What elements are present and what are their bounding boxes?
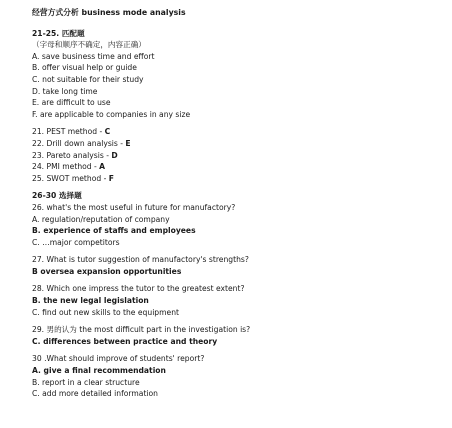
question-27 [32, 254, 452, 277]
option-d: D. take long time [32, 86, 98, 96]
answer-question: 22. Drill down analysis - [32, 138, 126, 148]
answer-question: 21. PEST method - [32, 127, 105, 137]
question-text: 29. 男的认为 the most difficult part in the investigation is? [32, 325, 251, 335]
question-answer: C. differences between practice and theory [32, 336, 218, 346]
answer-question: 23. Pareto analysis - [32, 150, 112, 160]
question-30 [32, 353, 452, 399]
question-text: 28. Which one impress the tutor to the greatest extent? [32, 284, 245, 294]
answer-letter: F [108, 173, 114, 183]
question-answer: B. the new legal legislation [32, 296, 149, 306]
answer-question: 25. SWOT method - [32, 173, 109, 183]
option-a: A. save business time and effort [32, 51, 155, 61]
option-e: E. are difficult to use [32, 98, 111, 108]
matching-options [32, 51, 452, 121]
question-option: C. …major competitors [32, 237, 120, 247]
option-f: F. are applicable to companies in any size [32, 109, 191, 119]
answer-24 [32, 161, 452, 173]
answer-21 [32, 126, 452, 138]
answer-25 [32, 173, 452, 185]
question-option: C. add more detailed information [32, 389, 158, 399]
option-c: C. not suitable for their study [32, 74, 144, 84]
question-answer: B. experience of staffs and employees [32, 226, 196, 236]
answer-question: 24. PMI method - [32, 162, 100, 172]
question-text: 26. what's the most useful in future for manufactory? [32, 202, 236, 212]
matching-note: （字母和顺序不确定，内容正确） [32, 40, 146, 50]
answer-22 [32, 138, 452, 150]
question-26 [32, 202, 452, 248]
question-28 [32, 283, 452, 318]
choice-heading: 26-30 选择题 [32, 191, 82, 201]
answer-letter: E [125, 138, 131, 148]
answer-letter: C [104, 127, 111, 137]
question-text: 27. What is tutor suggestion of manufactory's strengths? [32, 255, 249, 265]
question-text: 30 .What should improve of students' report? [32, 354, 205, 364]
answer-23 [32, 150, 452, 162]
question-option: B. report in a clear structure [32, 377, 140, 387]
question-option: C. find out new skills to the equipment [32, 307, 179, 317]
question-29 [32, 324, 452, 347]
question-option: A. regulation/reputation of company [32, 214, 170, 224]
matching-heading: 21-25. 匹配题 [32, 28, 85, 38]
option-b: B. offer visual help or guide [32, 63, 137, 73]
question-answer: A. give a final recommendation [32, 366, 166, 376]
question-answer: B oversea expansion opportunities [32, 266, 182, 276]
answer-letter: A [99, 162, 106, 172]
document-title: 经营方式分析 business mode analysis [32, 8, 186, 17]
matching-answers [32, 126, 452, 184]
answer-letter: D [111, 150, 118, 160]
